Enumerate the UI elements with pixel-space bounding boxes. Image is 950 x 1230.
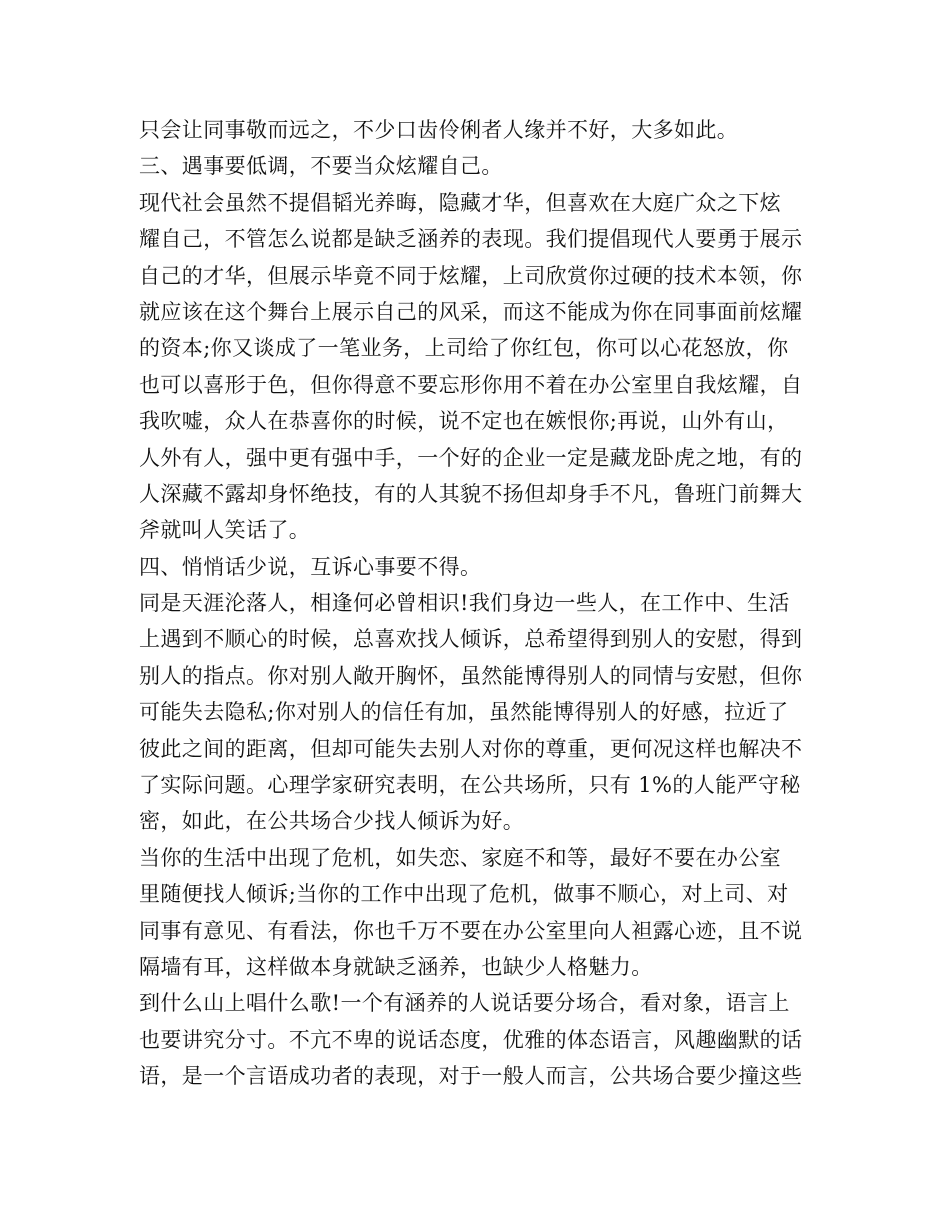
text-line: 可能失去隐私;你对别人的信任有加，虽然能博得别人的好感，拉近了: [139, 700, 789, 725]
text-line: 斧就叫人笑话了。: [139, 518, 311, 543]
text-line: 了实际问题。心理学家研究表明，在公共场所，只有 1%的人能严守秘: [139, 773, 801, 798]
text-line: 到什么山上唱什么歌!一个有涵养的人说话要分场合，看对象，语言上: [139, 991, 790, 1016]
text-line: 也可以喜形于色，但你得意不要忘形你用不着在办公室里自我炫耀，自: [139, 372, 803, 397]
text-line: 自己的才华，但展示毕竟不同于炫耀，上司欣赏你过硬的技术本领，你: [139, 263, 803, 288]
text-line: 人深藏不露却身怀绝技，有的人其貌不扬但却身手不凡，鲁班门前舞大: [139, 481, 803, 506]
text-line: 语，是一个言语成功者的表现，对于一般人而言，公共场合要少撞这些: [139, 1064, 803, 1089]
text-line: 彼此之间的距离，但却可能失去别人对你的尊重，更何况这样也解决不: [139, 736, 803, 761]
text-line: 隔墙有耳，这样做本身就缺乏涵养，也缺少人格魅力。: [139, 954, 653, 979]
text-line: 我吹嘘，众人在恭喜你的时候，说不定也在嫉恨你;再说，山外有山，: [139, 409, 789, 434]
text-line: 耀自己，不管怎么说都是缺乏涵养的表现。我们提倡现代人要勇于展示: [139, 227, 803, 252]
body-text: [139, 112, 819, 1095]
section-heading-3: 三、遇事要低调，不要当众炫耀自己。: [139, 154, 503, 179]
text-line: 当你的生活中出现了危机，如失恋、家庭不和等，最好不要在办公室: [139, 845, 781, 870]
text-line: 同是天涯沦落人，相逢何必曾相识!我们身边一些人，在工作中、生活: [139, 591, 790, 616]
text-line: 就应该在这个舞台上展示自己的风采，而这不能成为你在同事面前炫耀: [139, 299, 803, 324]
text-line: 的资本;你又谈成了一笔业务，上司给了你红包，你可以心花怒放，你: [139, 336, 789, 361]
text-line: 别人的指点。你对别人敞开胸怀，虽然能博得别人的同情与安慰，但你: [139, 663, 803, 688]
text-line: 人外有人，强中更有强中手，一个好的企业一定是藏龙卧虎之地，有的: [139, 445, 803, 470]
text-line: 也要讲究分寸。不亢不卑的说话态度，优雅的体态语言，风趣幽默的话: [139, 1027, 803, 1052]
text-line: 同事有意见、有看法，你也千万不要在办公室里向人袒露心迹，且不说: [139, 918, 803, 943]
text-line: 里随便找人倾诉;当你的工作中出现了危机，做事不顺心，对上司、对: [139, 882, 789, 907]
text-line: 上遇到不顺心的时候，总喜欢找人倾诉，总希望得到别人的安慰，得到: [139, 627, 803, 652]
text-line: 只会让同事敬而远之，不少口齿伶俐者人缘并不好，大多如此。: [139, 118, 739, 142]
section-heading-4: 四、悄悄话少说，互诉心事要不得。: [139, 554, 482, 579]
text-line: 密，如此，在公共场合少找人倾诉为好。: [139, 809, 525, 834]
text-line: 现代社会虽然不提倡韬光养晦，隐藏才华，但喜欢在大庭广众之下炫: [139, 190, 781, 215]
